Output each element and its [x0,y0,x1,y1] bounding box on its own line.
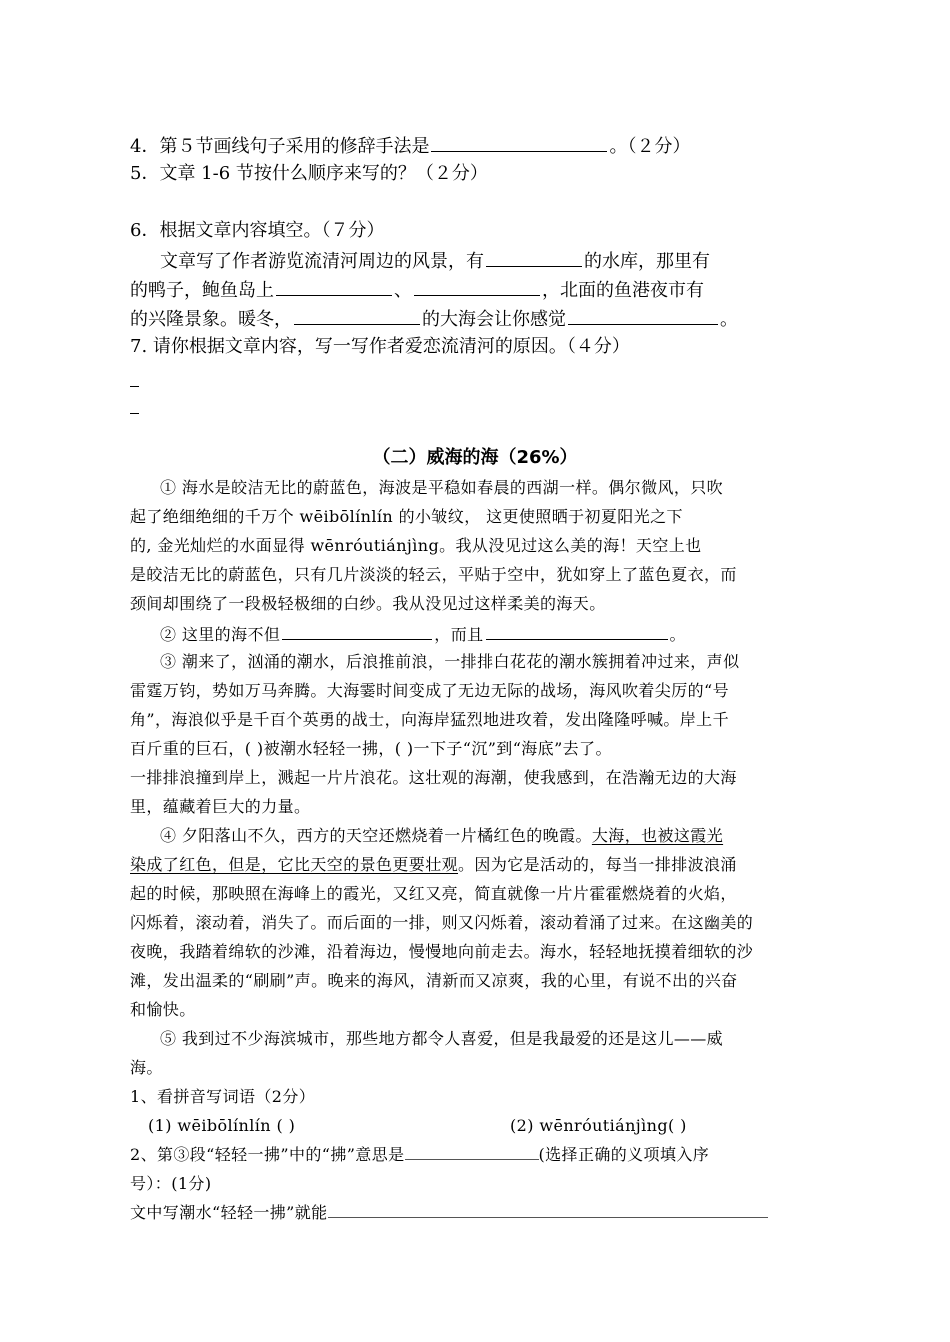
answer-blank [486,619,668,640]
answer-blank [486,246,582,267]
question-2-line-2: 号）：(1分) [130,1174,212,1193]
question-5: 5．文章 1-6 节按什么顺序来写的？（２分） [130,163,488,184]
paragraph-1-line: ① 海水是皎洁无比的蔚蓝色，海波是平稳如春晨的西湖一样。偶尔微风，只吹 [160,478,724,497]
question-4: 4．第５节画线句子采用的修辞手法是 。（２分） [130,131,690,161]
question-1-title: 1、看拼音写词语（2分） [130,1087,316,1106]
underlined-sentence: 大海，也被这霞光 [591,826,724,845]
paragraph-3-line: 一排排浪撞到岸上，溅起一片片浪花。这壮观的海潮，使我感到，在浩瀚无边的大海 [130,768,737,787]
paragraph-4-line: 夜晚，我踏着绵软的沙滩，沿着海边，慢慢地向前走去。海水，轻轻地抚摸着细软的沙 [130,942,754,961]
paragraph-3-line: ③ 潮来了，汹涌的潮水，后浪推前浪，一排排白花花的潮水簇拥着冲过来，声似 [160,652,740,671]
question-6-line-3: 的兴隆景象。暖冬， 的大海会让你感觉 。 [130,304,738,334]
paragraph-1-line: 的, 金光灿烂的水面显得 wēnróutiánjìng。我从没见过这么美的海！天空上也 [130,536,702,555]
paragraph-4-line: 滩，发出温柔的“刷刷”声。晚来的海风，清新而又凉爽，我的心里，有说不出的兴奋 [130,971,738,990]
answer-line [130,386,139,387]
question-6-title: 6．根据文章内容填空。（７分） [130,220,385,241]
paragraph-3-line: 角”，海浪似乎是千百个英勇的战士，向海岸猛烈地进攻着，发出隆隆呼喊。岸上千 [130,710,729,729]
paragraph-4-line: 闪烁着，滚动着，消失了。而后面的一排，则又闪烁着，滚动着涌了过来。在这幽美的 [130,913,754,932]
paragraph-4-line: 和愉快。 [130,1000,196,1019]
answer-blank [294,304,420,325]
paragraph-3-line: 里，蕴藏着巨大的力量。 [130,797,311,816]
question-7: 7. 请你根据文章内容，写一写作者爱恋流清河的原因。（４分） [130,336,630,357]
paragraph-2: ② 这里的海不但 ，而且 。 [160,619,686,649]
answer-blank [431,131,607,152]
underlined-sentence: 染成了红色，但是，它比天空的景色更要壮观 [130,855,459,874]
question-2-line-1: 2、第③段“轻轻一拂”中的“拂”意思是 (选择正确的义项填入序 [130,1141,709,1169]
paragraph-1-line: 颈间却围绕了一段极轻极细的白纱。我从没见过这样柔美的海天。 [130,594,606,613]
answer-blank [328,1199,768,1218]
paragraph-4-line: ④ 夕阳落山不久，西方的天空还燃烧着一片橘红色的晚霞。大海，也被这霞光 [160,826,724,845]
answer-blank [405,1141,539,1160]
question-6-line-2: 的鸭子，鲍鱼岛上 、 ，北面的鱼港夜市有 [130,275,704,305]
paragraph-5-line: 海。 [130,1058,163,1077]
section-title: （二）威海的海（26%） [372,447,578,468]
paragraph-3-line: 雷霆万钧，势如万马奔腾。大海霎时间变成了无边无际的战场，海风吹着尖厉的“号 [130,681,729,700]
paragraph-4-line: 染成了红色，但是，它比天空的景色更要壮观。因为它是活动的，每当一排排波浪涌 [130,855,737,874]
answer-blank [276,275,392,296]
paragraph-1-line: 起了绝细绝细的千万个 wēibōlínlín 的小皱纹， 这更使照晒于初夏阳光之下 [130,507,683,526]
paragraph-4-line: 起的时候，那映照在海峰上的霞光，又红又亮，简直就像一片片霍霍燃烧着的火焰， [130,884,737,903]
question-6-line-1: 文章写了作者游览流清河周边的风景，有 的水库，那里有 [160,246,710,276]
answer-blank [568,304,718,325]
question-2-line-3: 文中写潮水“轻轻一拂”就能 [130,1199,768,1227]
answer-blank [282,619,432,640]
paragraph-1-line: 是皎洁无比的蔚蓝色，只有几片淡淡的轻云，平贴于空中，犹如穿上了蓝色夏衣，而 [130,565,737,584]
answer-blank [414,275,540,296]
answer-line [130,413,139,414]
question-1-item-2: (2) wēnróutiánjìng( ) [510,1116,687,1135]
paragraph-5-line: ⑤ 我到过不少海滨城市，那些地方都令人喜爱，但是我最爱的还是这儿——威 [160,1029,724,1048]
question-1-item-1: (1) wēibōlínlín ( ) [148,1116,296,1135]
paragraph-3-line: 百斤重的巨石，( )被潮水轻轻一拂，( )一下子“沉”到“海底”去了。 [130,739,612,758]
